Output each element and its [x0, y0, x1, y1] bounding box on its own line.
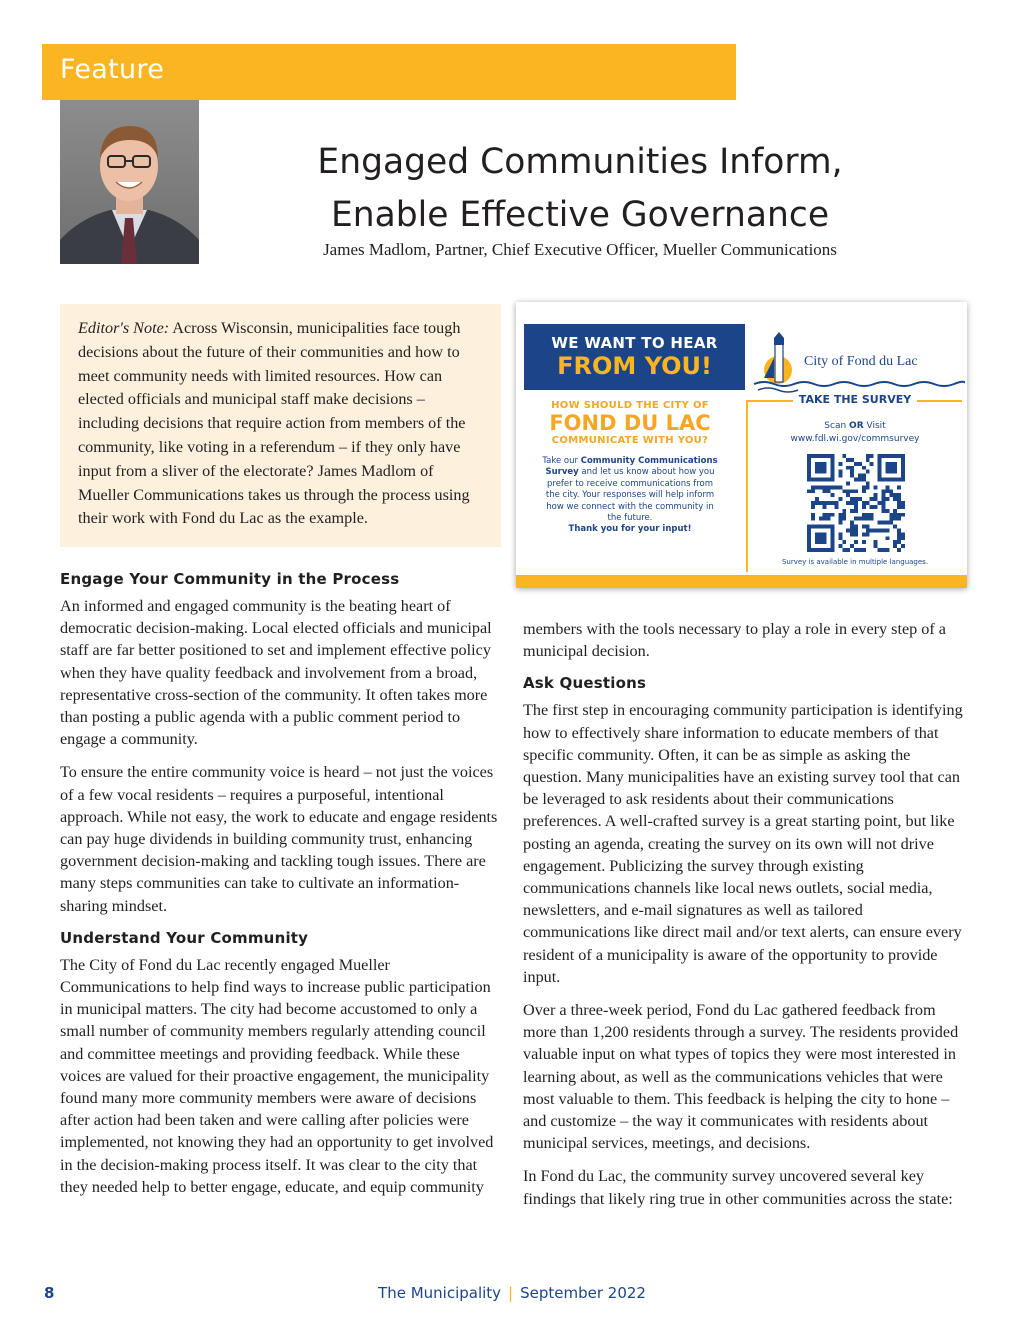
survey-question-3: COMMUNICATE WITH YOU? — [551, 435, 709, 446]
heading-understand-community: Understand Your Community — [60, 928, 309, 947]
issue-date: September 2022 — [520, 1284, 646, 1302]
take-survey-label: TAKE THE SURVEY — [793, 393, 917, 406]
footer-separator: | — [508, 1284, 514, 1302]
title-line-1: Engaged Communities Inform, — [317, 142, 843, 182]
survey-url[interactable]: www.fdl.wi.gov/commsurvey — [790, 434, 920, 444]
paragraph: The first step in encouraging community participation is identifying how to effectively share information to educate members of that specific community. Often, it can be as simple as asking the question. Many municipalities have an existing survey tool that can be leveraged to ask residents about their communications preferences. A well-crafted survey is a great starting point, but like posting an agenda, creating the survey on its own will not drive engagement. Publicizing the survey through existing communications channels like local news outlets, social media, newsletters, and e-mail signatures as well as tailored communications like direct mail and/or text alerts, can ensure every resident of a municipality is aware of the opportunity to provide input. — [523, 701, 963, 986]
survey-card-header — [524, 324, 745, 390]
byline: James Madlom, Partner, Chief Executive Officer, Mueller Communications — [323, 240, 837, 259]
section-label: Feature — [60, 54, 165, 85]
qr-code-icon[interactable] — [807, 454, 905, 552]
left-column — [60, 569, 500, 1209]
survey-body-bold: Community Communications Survey — [545, 456, 718, 478]
heading-engage-community: Engage Your Community in the Process — [60, 570, 400, 588]
paragraph: An informed and engaged community is the beating heart of democratic decision-making. Local elected officials and municipal staff are far better positioned to set and implement effective policy when they have quality feedback and involvement from a broad, representative cross-section of the community. It often takes more than posting a public agenda with a public comment period to engage a community. — [60, 597, 492, 749]
page-footer — [0, 1284, 1024, 1302]
publication-name: The Municipality — [378, 1284, 502, 1302]
survey-headline-1: WE WANT TO HEAR — [551, 334, 718, 352]
survey-card-left — [524, 400, 736, 536]
editors-note-label: Editor's Note: — [78, 319, 170, 337]
title-line-2: Enable Effective Governance — [330, 195, 830, 235]
paragraph: In Fond du Lac, the community survey uncovered several key findings that likely ring true in other communities across the state: — [523, 1167, 953, 1208]
page-number: 8 — [44, 1284, 55, 1302]
scan-pre: Scan — [824, 421, 850, 431]
scan-post: Visit — [863, 421, 886, 431]
paragraph: members with the tools necessary to play a role in every step of a municipal decision. — [523, 620, 946, 661]
heading-ask-questions: Ask Questions — [523, 674, 647, 693]
survey-question-2: FOND DU LAC — [549, 411, 711, 435]
survey-card — [516, 302, 967, 588]
survey-card-body — [524, 456, 736, 536]
editors-note — [78, 317, 488, 531]
paragraph: The City of Fond du Lac recently engaged Mueller Communications to help find ways to increase public participation in municipal matters. The city had become accustomed to only a small number of community members regularly attending council and committee meetings and providing feedback. While these voices are valued for their proactive engagement, the municipality found many more community members were aware of decisions after action had been taken and were calling after policies were implemented, not knowing they had an opportunity to get involved in the decision-making process itself. It was clear to the city that they needed help to better engage, educate, and equip community — [60, 955, 494, 1196]
right-column — [523, 618, 968, 1221]
survey-question-1: HOW SHOULD THE CITY OF — [551, 400, 709, 411]
take-survey-heading — [748, 393, 962, 406]
paragraph: To ensure the entire community voice is heard – not just the voices of a few vocal residents – requires a purposeful, intentional approach. While not easy, the work to educate and engage residents can pay huge dividends in building community trust, enhancing government decision-making and tackling tough issues. There are many steps communities can take to cultivate an information-sharing mindset. — [60, 763, 498, 915]
survey-languages-note: Survey is available in multiple languages. — [781, 558, 929, 566]
editors-note-text: Across Wisconsin, municipalities face tough decisions about the future of their communities and how to meet community needs with limited resources. How can elected officials and municipal staff make decisions – including decisions that require action from members of the community, like voting in a referendum – if they only have input from a sliver of the electorate? James Madlom of Mueller Communications takes us through the process using their work with Fond du Lac as the example. — [78, 319, 470, 528]
article-title — [250, 136, 910, 242]
scan-or: OR — [849, 421, 864, 431]
survey-body-pre: Take our — [542, 456, 581, 466]
survey-body-post: and let us know about how you prefer to receive communications from the city. Your responses will help inform how we connect with the community in the future. — [545, 467, 715, 524]
survey-thanks: Thank you for your input! — [568, 524, 692, 535]
scan-instruction — [748, 421, 962, 431]
survey-card-right — [746, 393, 962, 572]
author-photo — [60, 100, 199, 264]
survey-headline-2: FROM YOU! — [557, 352, 712, 380]
paragraph: Over a three-week period, Fond du Lac gathered feedback from more than 1,200 residents through a survey. The residents provided valuable input on what types of topics they were most interested in learning about, as well as the communications vehicles that were most valuable to them. This feedback is helping the city to hone – and customize – the way it communicates with residents about municipal services, meetings, and decisions. — [523, 1001, 959, 1153]
city-name: City of Fond du Lac — [804, 354, 918, 369]
survey-card-footer-bar — [516, 575, 967, 588]
